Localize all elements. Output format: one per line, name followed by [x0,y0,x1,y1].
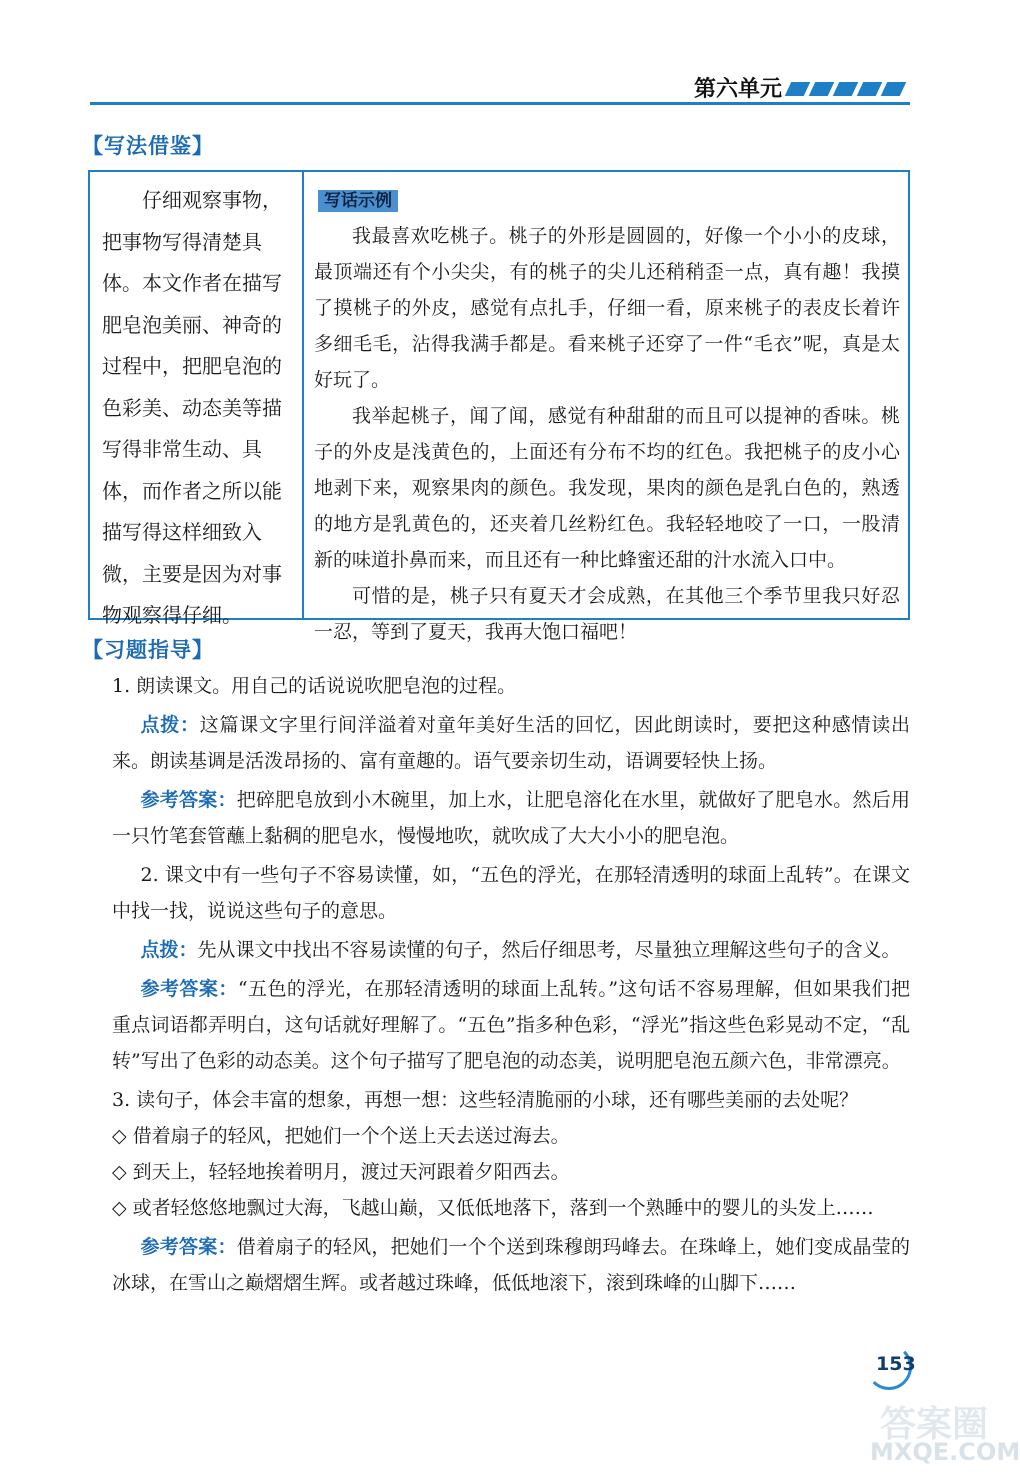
answer-label: 参考答案： [140,978,238,1000]
q2-hint [112,932,910,968]
q2-answer [112,971,910,1079]
q3-bullet-2: ◇ 到天上，轻轻地挨着明月，渡过天河跟着夕阳西去。 [112,1161,570,1183]
q1-answer-text: 把碎肥皂放到小木碗里，加上水，让肥皂溶化在水里，就做好了肥皂水。然后用一只竹笔套管蘸上黏稠的肥皂水，慢慢地吹，就吹成了大大小小的肥皂泡。 [112,789,910,847]
watermark-logo: 答案圈 [880,1404,989,1445]
q1-answer [112,782,910,854]
header-stripes [788,82,910,100]
q3-question: 3. 读句子，体会丰富的想象，再想一想：这些轻清脆丽的小球，还有哪些美丽的去处呢？ [112,1089,859,1111]
watermark-url: MXQE.COM [870,1438,1020,1466]
header-rule [90,102,910,105]
q2-answer-text: “五色的浮光，在那轻清透明的球面上乱转。”这句话不容易理解，但如果我们把重点词语都弄明白，这句话就好理解了。“五色”指多种色彩，“浮光”指这些色彩晃动不定，“乱转”写出了色彩的动态美。这个句子描写了肥皂泡的动态美，说明肥皂泡五颜六色，非常漂亮。 [112,978,910,1072]
q3-bullet-3: ◇ 或者轻悠悠地飘过大海，飞越山巅，又低低地落下，落到一个熟睡中的婴儿的头发上…… [112,1197,874,1219]
q3-answer-text: 借着扇子的轻风，把她们一个个送到珠穆朗玛峰去。在珠峰上，她们变成晶莹的冰球，在雪山之巅熠熠生辉。或者越过珠峰，低低地滚下，滚到珠峰的山脚下…… [112,1236,910,1294]
writing-sample [314,182,900,650]
exercise-list [112,668,910,1301]
sample-paragraph-2: 我举起桃子，闻了闻，感觉有种甜甜的而且可以提神的香味。桃子的外皮是浅黄色的，上面还有分布不均的红色。我把桃子的皮小心地剥下来，观察果肉的颜色。我发现，果肉的颜色是乳白色的，熟透的地方是乳黄色的，还夹着几丝粉红色。我轻轻地咬了一口，一股清新的味道扑鼻而来，而且还有一种比蜂蜜还甜的汁水流入口中。 [314,405,900,571]
q3-answer [112,1229,910,1301]
writing-tip: 仔细观察事物，把事物写得清楚具体。本文作者在描写肥皂泡美丽、神奇的过程中，把肥皂泡的色彩美、动态美等描写得非常生动、具体，而作者之所以能描写得这样细致入微，主要是因为对事物观察得仔细。 [102,188,282,627]
box-divider [302,172,304,618]
page-number: 153 [876,1353,916,1375]
answer-label: 参考答案： [140,789,237,811]
q2-hint-text: 先从课文中找出不容易读懂的句子，然后仔细思考，尽量独立理解这些句子的含义。 [197,939,901,961]
writing-section-title: 【写法借鉴】 [82,134,214,158]
hint-label: 点拨： [140,714,200,736]
sample-badge: 写话示例 [318,190,398,212]
q1-question: 1. 朗读课文。用自己的话说说吹肥皂泡的过程。 [112,675,517,697]
q3-bullet-1: ◇ 借着扇子的轻风，把她们一个个送上天去送过海去。 [112,1125,570,1147]
answer-label: 参考答案： [140,1236,237,1258]
unit-title: 第六单元 [693,77,782,102]
q1-hint-text: 这篇课文字里行间洋溢着对童年美好生活的回忆，因此朗读时，要把这种感情读出来。朗读基调是活泼昂扬的、富有童趣的。语气要亲切生动，语调要轻快上扬。 [112,714,910,772]
exercise-section-title: 【习题指导】 [82,638,214,662]
hint-label: 点拨： [140,939,198,961]
sample-paragraph-1: 我最喜欢吃桃子。桃子的外形是圆圆的，好像一个小小的皮球，最顶端还有个小尖尖，有的桃子的尖儿还稍稍歪一点，真有趣！我摸了摸桃子的外皮，感觉有点扎手，仔细一看，原来桃子的表皮长着许多细毛毛，沾得我满手都是。看来桃子还穿了一件“毛衣”呢，真是太好玩了。 [314,225,900,391]
sample-paragraph-3: 可惜的是，桃子只有夏天才会成熟，在其他三个季节里我只好忍一忍，等到了夏天，我再大饱口福吧！ [314,585,900,643]
writing-box [88,170,910,643]
page-header [90,66,910,110]
q1-hint [112,707,910,779]
q2-question: 2. 课文中有一些句子不容易读懂，如，“五色的浮光，在那轻清透明的球面上乱转”。在课文中找一找，说说这些句子的意思。 [112,864,910,922]
